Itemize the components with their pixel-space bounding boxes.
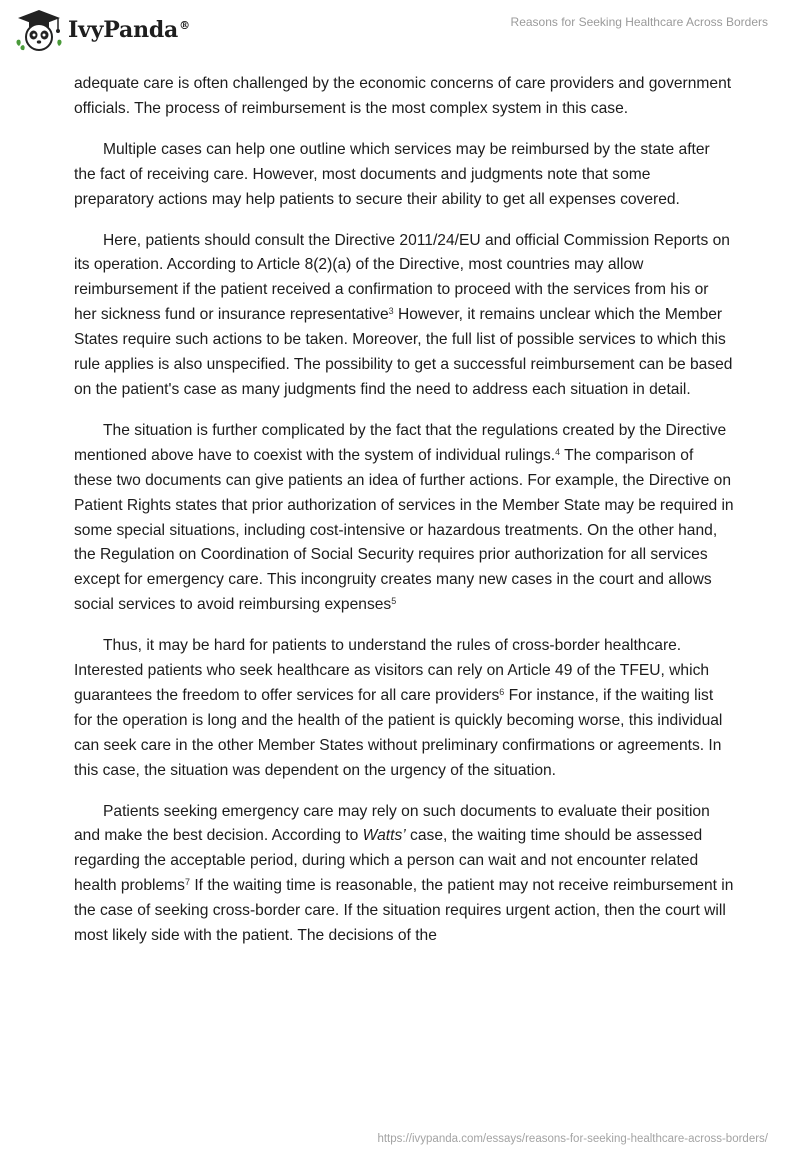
paragraph: Thus, it may be hard for patients to understand the rules of cross-border healthcare. Interested patients who seek healthcare as visitors can rely on Article 49 of the TFEU, which guarantees the freedom to offer services for all care providers$^6$ For instance, if the waiting list for the operation is long and the health of the patient is quickly becoming worse, this individual can seek care in the other Member States without preliminary confirmations or agreements. In this case, the situation was dependent on the urgency of the situation. <box>74 637 723 779</box>
paragraph: Multiple cases can help one outline which services may be reimbursed by the state after the fact of receiving care. However, most documents and judgments note that some preparatory actions may help patients to secure their ability to get all expenses covered. <box>74 140 710 208</box>
ivypanda-logo[interactable] <box>14 8 190 52</box>
essay-body <box>74 72 734 965</box>
paragraph: Patients seeking emergency care may rely on such documents to evaluate their position and make the best decision. According to Watts’ case, the waiting time should be assessed regarding the acceptable period, during which a person can wait and not encounter related health problems$^7$ If the waiting time is reasonable, the patient may not receive reimbursement in the case of seeking cross-border care. If the situation requires urgent action, then the court will most likely side with the patient. The decisions of the <box>74 802 734 945</box>
footnote-ref[interactable]: 7 <box>184 877 190 888</box>
paragraph: adequate care is often challenged by the economic concerns of care providers and government officials. The process of reimbursement is the most complex system in this case. <box>74 75 732 117</box>
document-title: Reasons for Seeking Healthcare Across Borders <box>510 15 768 29</box>
paragraph: The situation is further complicated by the fact that the regulations created by the Directive mentioned above have to coexist with the system of individual rulings.$^4$ The comparison of these two documents can give patients an idea of further actions. For example, the Directive on Patient Rights states that prior authorization of services in the Member State may be required in some special situations, including cost-intensive or hazardous treatments. On the other hand, the Regulation on Coordination of Social Security requires prior authorization for all services except for emergency care. This incongruity creates many new cases in the court and allows social services to avoid reimbursing expenses$^5$ <box>74 421 734 614</box>
source-url[interactable]: https://ivypanda.com/essays/reasons-for-seeking-healthcare-across-borders/ <box>377 1133 768 1145</box>
brand-name: IvyPanda® <box>68 17 190 43</box>
footnote-ref[interactable]: 6 <box>499 686 505 697</box>
page-header <box>0 0 800 56</box>
footnote-ref[interactable]: 3 <box>388 306 394 317</box>
footnote-ref[interactable]: 4 <box>555 446 561 457</box>
panda-graduate-icon <box>14 8 64 52</box>
case-name: Watts’ <box>362 827 406 845</box>
footnote-ref[interactable]: 5 <box>391 596 397 607</box>
paragraph: Here, patients should consult the Directive 2011/24/EU and official Commission Reports on its operation. According to Article 8(2)(a) of the Directive, most countries may allow reimbursement if the patient received a confirmation to proceed with the services from his or her sickness fund or insurance representative$^3$ However, it remains unclear which the Member States require such actions to be taken. Moreover, the full list of possible services to which this rule applies is also unspecified. The possibility to get a successful reimbursement can be based on the patient's case as many judgments find the need to address each situation in detail. <box>74 231 733 398</box>
